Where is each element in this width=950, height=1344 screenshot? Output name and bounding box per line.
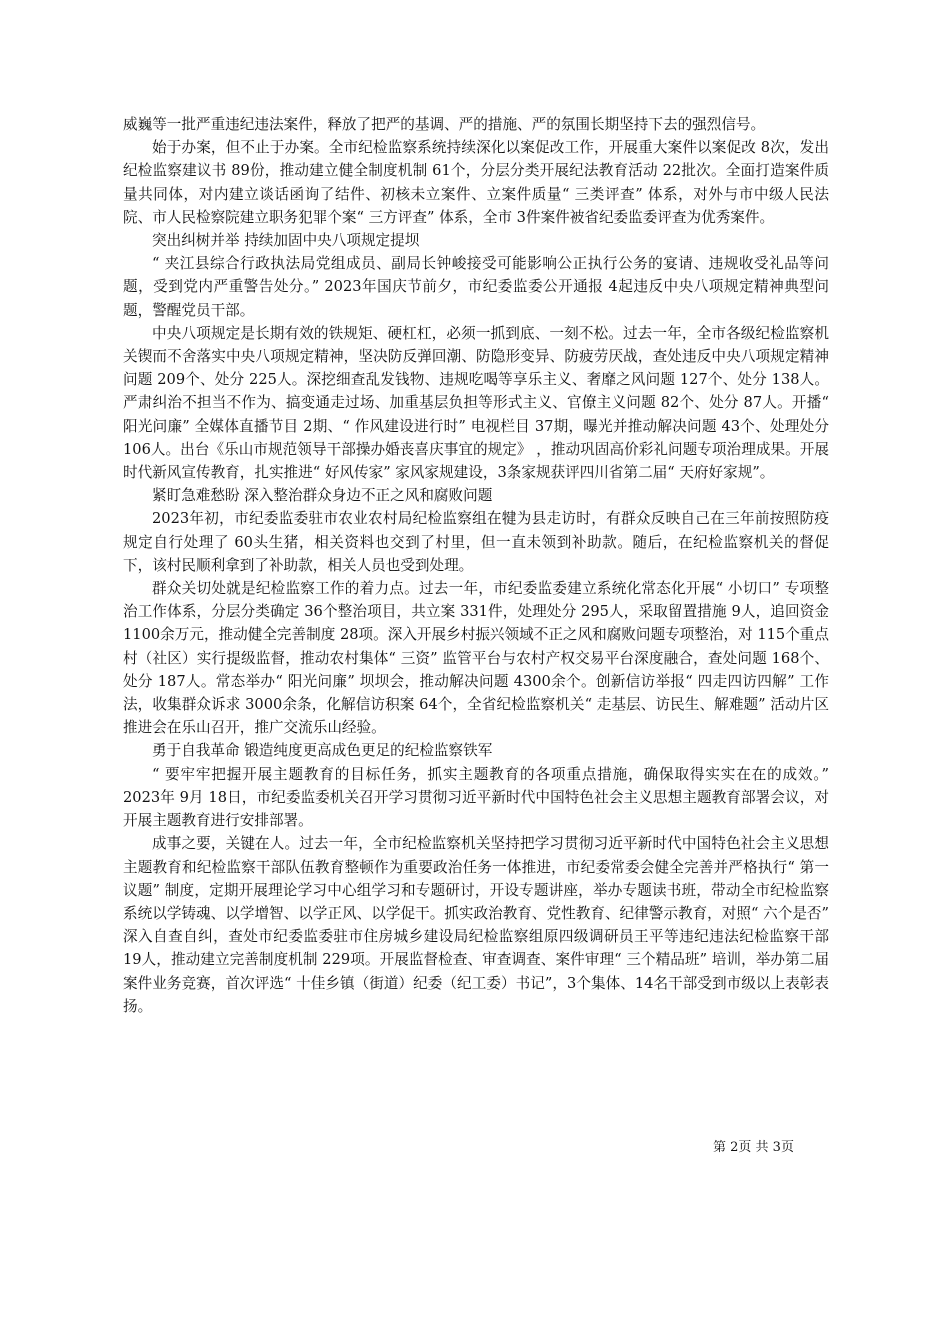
document-body (123, 113, 829, 1018)
paragraph: “ 夹江县综合行政执法局党组成员、副局长钟峻接受可能影响公正执行公务的宴请、违规收受礼品等问题，受到党内严重警告处分。” 2023年国庆节前夕，市纪委监委公开通报 4起违反中央八项规定精神典型问题，警醒党员干部。 (123, 255, 829, 319)
paragraph: 2023年初，市纪委监委驻市农业农村局纪检监察组在犍为县走访时，有群众反映自己在三年前按照防疫规定自行处理了 60头生猪，相关资料也交到了村里，但一直未领到补助款。随后，在纪检监察机关的督促下，该村民顺利拿到了补助款，相关人员也受到处理。 (123, 510, 829, 574)
paragraph: 群众关切处就是纪检监察工作的着力点。过去一年，市纪委监委建立系统化常态化开展“ 小切口” 专项整治工作体系，分层分类确定 36个整治项目，共立案 331件，处理处分 295人，采取留置措施 9人，追回资金 1100余万元，推动健全完善制度 28项。深入开展乡村振兴领域不正之风和腐败问题专项整治，对 115个重点村（社区）实行提级监督，推动农村集体“ 三资” 监管平台与农村产权交易平台深度融合，查处问题 168个、处分 187人。常态举办“ 阳光问廉” 坝坝会，推动解决问题 4300余个。创新信访举报“ 四走四访四解” 工作法，收集群众诉求 3000余条，化解信访积案 64个，全省纪检监察机关“ 走基层、访民生、解难题” 活动片区推进会在乐山召开，推广交流乐山经验。 (123, 580, 829, 737)
section-heading: 紧盯急难愁盼 深入整治群众身边不正之风和腐败问题 (152, 487, 493, 505)
section-heading: 突出纠树并举 持续加固中央八项规定提坝 (152, 232, 420, 250)
page-number: 第 2页 共 3页 (713, 1140, 794, 1155)
paragraph-continuation: 威巍等一批严重违纪违法案件，释放了把严的基调、严的措施、严的氛围长期坚持下去的强烈信号。 (123, 116, 766, 133)
paragraph: 始于办案，但不止于办案。全市纪检监察系统持续深化以案促改工作，开展重大案件以案促改 8次，发出纪检监察建议书 89份，推动建立健全制度机制 61个，分层分类开展纪法教育活动 22批次。全面打造案件质量共同体，对内建立谈话函询了结件、初核未立案件、立案件质量“ 三类评查” 体系，对外与市中级人民法院、市人民检察院建立职务犯罪个案“ 三方评查” 体系，全市 3件案件被省纪委监委评查为优秀案件。 (123, 139, 829, 226)
paragraph: 成事之要，关键在人。过去一年，全市纪检监察机关坚持把学习贯彻习近平新时代中国特色社会主义思想主题教育和纪检监察干部队伍教育整顿作为重要政治任务一体推进，市纪委常委会健全完善并严格执行“ 第一议题” 制度，定期开展理论学习中心组学习和专题研讨，开设专题讲座，举办专题读书班，带动全市纪检监察系统以学铸魂、以学增智、以学正风、以学促干。抓实政治教育、党性教育、纪律警示教育，对照“ 六个是否” 深入自查自纠，查处市纪委监委驻市住房城乡建设局纪检监察组原四级调研员王平等违纪违法纪检监察干部 19人，推动建立完善制度机制 229项。开展监督检查、审查调查、案件审理“ 三个精品班” 培训，举办第二届案件业务竞赛，首次评选“ 十佳乡镇（街道）纪委（纪工委）书记”，3个集体、14名干部受到市级以上表彰表扬。 (123, 835, 829, 1015)
section-heading: 勇于自我革命 锻造纯度更高成色更足的纪检监察铁军 (152, 742, 493, 760)
paragraph: 中央八项规定是长期有效的铁规矩、硬杠杠，必须一抓到底、一刻不松。过去一年，全市各级纪检监察机关锲而不舍落实中央八项规定精神，坚决防反弹回潮、防隐形变异、防疲劳厌战，查处违反中央八项规定精神问题 209个、处分 225人。深挖细查乱发钱物、违规吃喝等享乐主义、奢靡之风问题 127个、处分 138人。严肃纠治不担当不作为、搞变通走过场、加重基层负担等形式主义、官僚主义问题 82个、处分 87人。开播“ 阳光问廉” 全媒体直播节目 2期、“ 作风建设进行时” 电视栏目 37期，曝光并推动解决问题 43个、处理处分 106人。出台《乐山市规范领导干部操办婚丧喜庆事宜的规定》 ，推动巩固高价彩礼问题专项治理成果。开展时代新风宣传教育，扎实推进“ 好风传家” 家风家规建设，3条家规获评四川省第二届“ 天府好家规”。 (123, 324, 829, 482)
paragraph: “ 要牢牢把握开展主题教育的目标任务，抓实主题教育的各项重点措施，确保取得实实在在的成效。” 2023年 9月 18日，市纪委监委机关召开学习贯彻习近平新时代中国特色社会主义思想主题教育部署会议，对开展主题教育进行安排部署。 (123, 765, 829, 830)
